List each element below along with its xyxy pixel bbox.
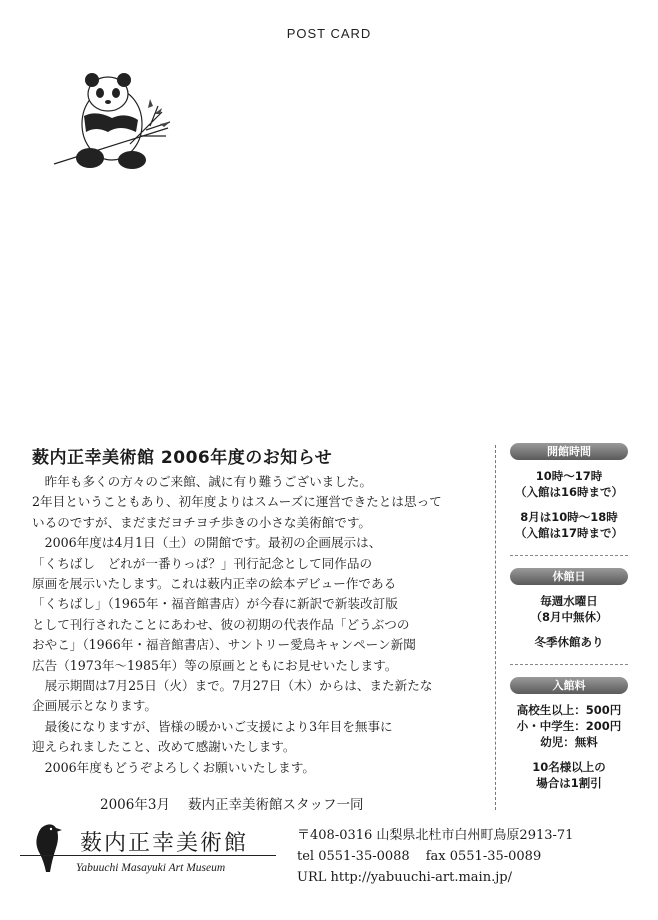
notice-line: おやこ」（1966年・福音館書店）、サントリー愛鳥キャンペーン新聞: [32, 637, 416, 653]
museum-logo-english: Yabuuchi Masayuki Art Museum: [76, 862, 226, 874]
notice-line: 2006年度は4月1日（土）の開館です。最初の企画展示は、: [44, 535, 382, 551]
admission-text: 高校生以上：500円: [516, 703, 622, 717]
notice-line: 昨年も多くの方々のご来館、誠に有り難うございました。: [44, 474, 373, 489]
panda-illustration: [50, 66, 175, 176]
notice-closing: [100, 793, 492, 813]
closed-text: 毎週水曜日: [540, 594, 598, 608]
closed-text: （8月中無休）: [530, 610, 608, 624]
notice-line: 原画を展示いたします。これは薮内正幸の絵本デビュー作である: [32, 576, 397, 592]
closed-days-badge: 休館日: [510, 568, 628, 585]
notice-line: 2006年度もどうぞよろしくお願いいたします。: [44, 759, 315, 775]
hours-text: 8月は10時～18時: [520, 510, 618, 524]
sidebar-separator: [510, 664, 628, 665]
museum-logo-text: 薮内正幸美術館: [80, 831, 249, 856]
notice-line: 迎えられましたこと、改めて感謝いたします。: [32, 739, 296, 755]
hours-text: （入館は16時まで）: [514, 485, 623, 499]
info-sidebar: [504, 443, 634, 791]
notice-line: 最後になりますが、皆様の暖かいご支援により3年目を無事に: [44, 718, 393, 734]
notice-line: 企画展示となります。: [32, 698, 157, 714]
website-url: URL http://yabuuchi-art.main.jp/: [297, 870, 512, 885]
admission-text: 幼児：無料: [540, 735, 598, 749]
admission-text: 小・中学生：200円: [516, 719, 622, 733]
notice-title: 薮内正幸美術館 2006年度のお知らせ: [32, 448, 333, 468]
closing-date: 2006年3月: [100, 797, 170, 813]
address: 〒408-0316 山梨県北杜市白州町鳥原2913-71: [297, 828, 574, 843]
notice-line: 「くちばし どれが一番りっぱ？」刊行記念として同作品の: [32, 555, 373, 571]
hours-text: 10時～17時: [535, 469, 603, 483]
notice-line: いるのですが、まだまだヨチヨチ歩きの小さな美術館です。: [32, 514, 372, 530]
admission-text: 場合は1割引: [536, 776, 602, 790]
notice-body: [32, 472, 492, 778]
hours-text: （入館は17時まで）: [514, 526, 623, 540]
notice-line: 「くちばし」（1965年・福音館書店）が今春に新訳で新装改訂版: [32, 596, 398, 612]
postcard-label: POST CARD: [286, 26, 372, 41]
tel: tel 0551-35-0088: [297, 849, 410, 864]
admission-text: 10名様以上の: [532, 760, 606, 774]
closing-signature: 薮内正幸美術館スタッフ一同: [187, 797, 364, 813]
bird-logo-icon: [30, 822, 66, 874]
notice-line: として刊行されたことにあわせ、彼の初期の代表作品「どうぶつの: [32, 616, 410, 632]
closed-text: 冬季休館あり: [534, 635, 604, 649]
hours-badge: 開館時間: [510, 443, 628, 460]
contact-info: [297, 825, 573, 888]
notice-line: 展示期間は7月25日（火）まで。7月27日（木）からは、また新たな: [44, 678, 433, 694]
notice-line: 2年目ということもあり、初年度よりはスムーズに運営できたとは思って: [32, 494, 442, 510]
fax: fax 0551-35-0089: [425, 849, 542, 864]
notice-line: 広告（1973年～1985年）等の原画とともにお見せいたします。: [32, 657, 398, 673]
admission-badge: 入館料: [510, 677, 628, 694]
sidebar-separator: [510, 555, 628, 556]
sidebar-divider: [495, 445, 496, 810]
